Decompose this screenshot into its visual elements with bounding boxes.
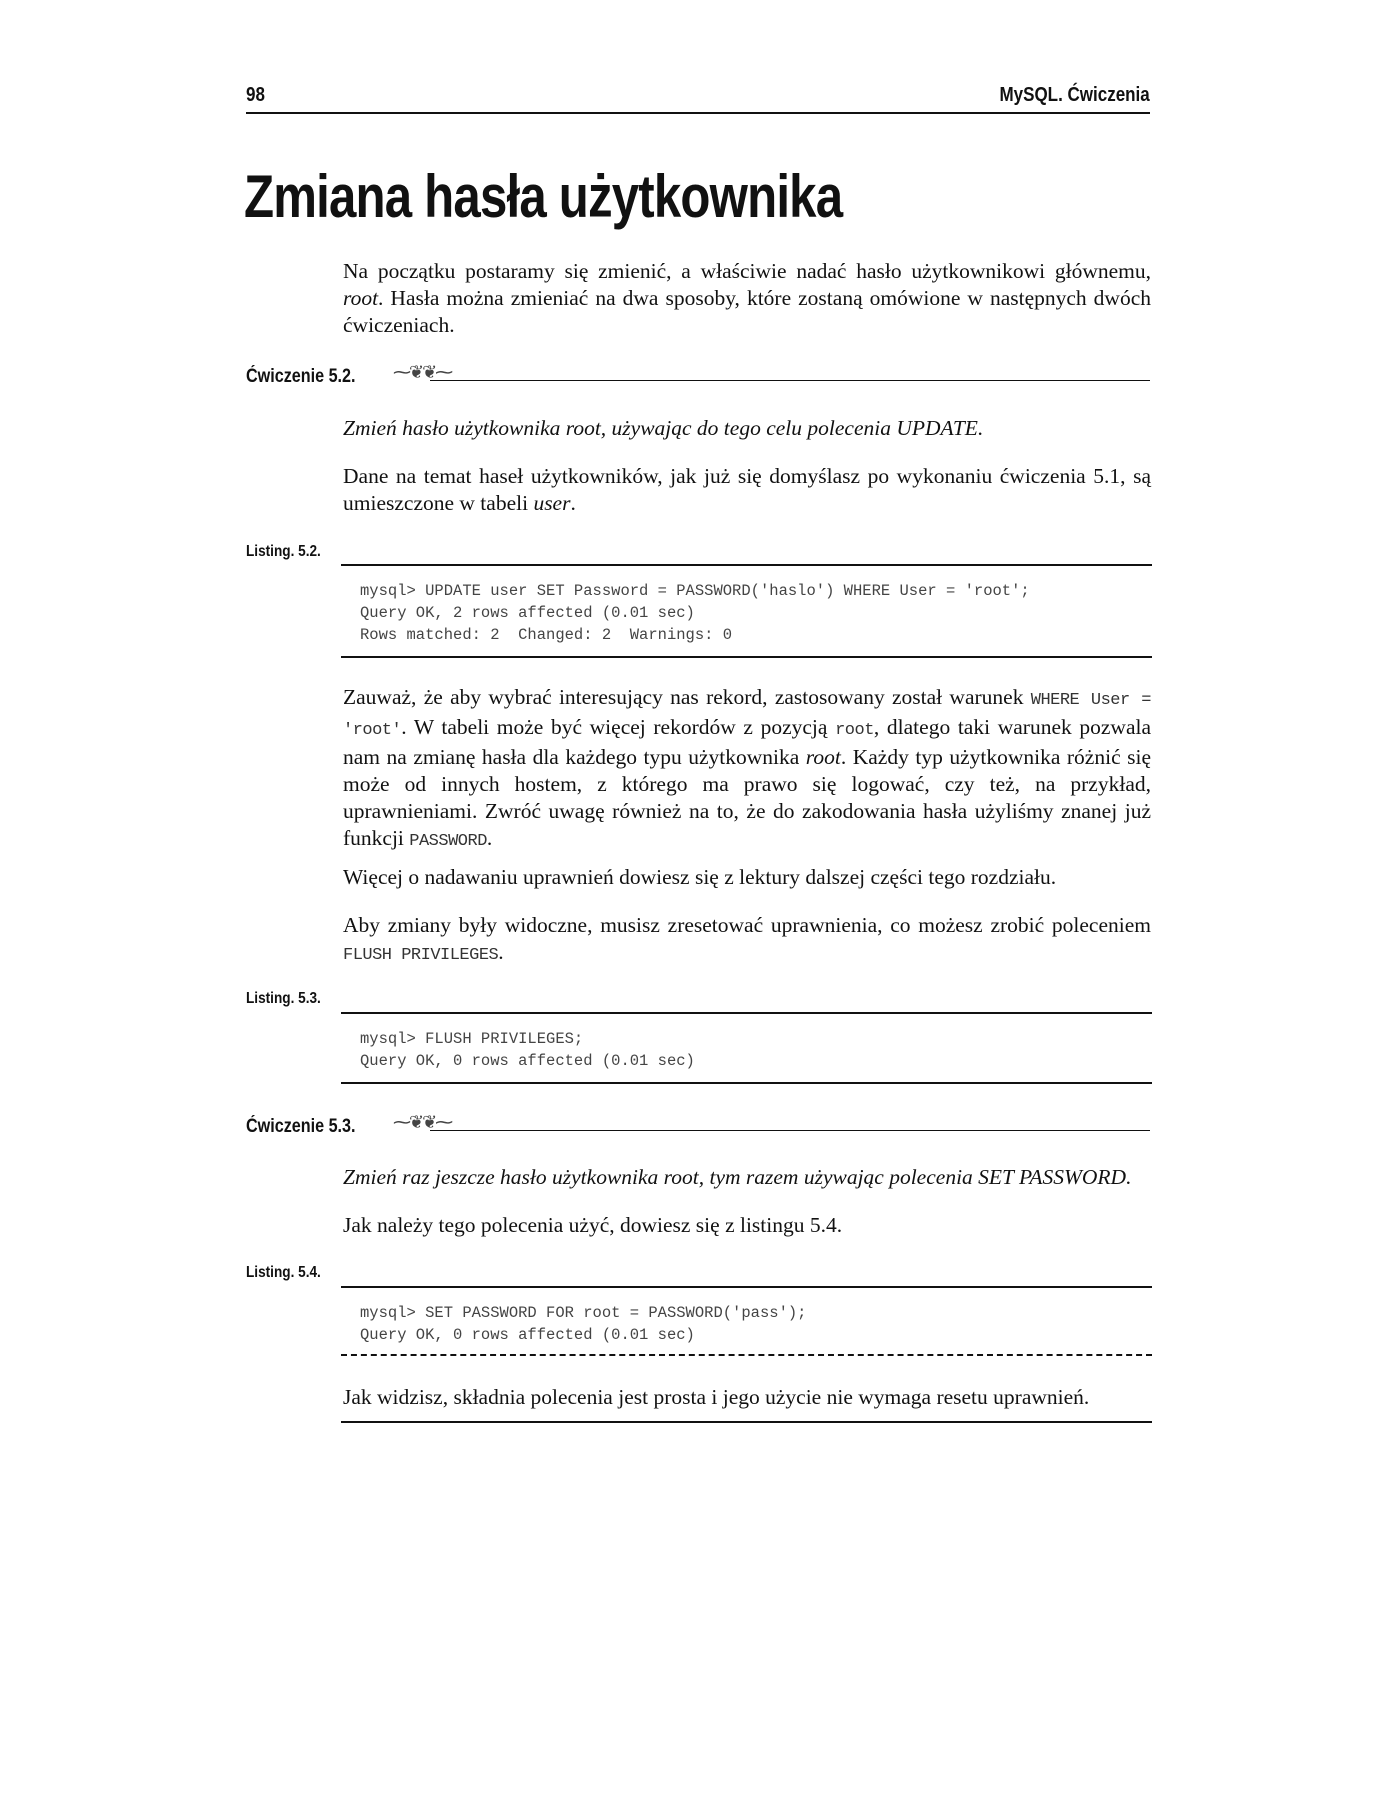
notice-text-1: Zauważ, że aby wybrać interesujący nas rekord, zastosowany został warunek bbox=[343, 685, 1031, 709]
notice-text-2: . W tabeli może być więcej rekordów z pozycją bbox=[401, 715, 836, 739]
listing-5-2-top-rule bbox=[341, 564, 1152, 566]
notice-code-root: root bbox=[835, 721, 874, 740]
exercise-5-2-text: Dane na temat haseł użytkowników, jak już się domyślasz po wykonaniu ćwiczenia 5.1, są umieszczone w tabeli bbox=[343, 464, 1151, 515]
notice-text-4: . Każdy typ użytkownika różnić się może od innych hostem, z którego ma prawo się logować, czy też, na przykład, uprawnieniami. Zwróć uwagę również na to, że do zakodowania hasła użyliśmy znanej już funkcji bbox=[343, 745, 1151, 850]
listing-5-2-label: Listing. 5.2. bbox=[246, 543, 321, 560]
exercise-5-2-rule bbox=[430, 380, 1150, 381]
code-line: Rows matched: 2 Changed: 2 Warnings: 0 bbox=[360, 626, 733, 644]
notice-text-5: . bbox=[486, 826, 493, 850]
intro-line3: ćwiczeniach. bbox=[343, 313, 455, 337]
flush-text: Aby zmiany były widoczne, musisz zresetować uprawnienia, co możesz zrobić poleceniem bbox=[343, 913, 1151, 937]
listing-5-4-top-rule bbox=[341, 1286, 1152, 1288]
listing-5-4-code bbox=[360, 1302, 806, 1346]
exercise-5-2-title: Ćwiczenie 5.2. bbox=[246, 366, 356, 387]
exercise-5-3-title: Ćwiczenie 5.3. bbox=[246, 1116, 356, 1137]
notice-root: root bbox=[805, 745, 841, 769]
notice-paragraph bbox=[343, 684, 1151, 855]
listing-5-2-bottom-rule bbox=[341, 656, 1152, 658]
flush-code: FLUSH PRIVILEGES bbox=[343, 946, 499, 965]
listing-5-4-label: Listing. 5.4. bbox=[246, 1264, 321, 1281]
listing-5-3-top-rule bbox=[341, 1012, 1152, 1014]
intro-root: root bbox=[343, 286, 379, 310]
flush-paragraph bbox=[343, 912, 1151, 969]
intro-line2: . Hasła można zmieniać na dwa sposoby, które zostaną omówione w następnych dwóch bbox=[378, 286, 1151, 310]
exercise-5-3-label bbox=[246, 1116, 356, 1138]
running-title: MySQL. Ćwiczenia bbox=[999, 84, 1150, 106]
exercise-5-2-label bbox=[246, 366, 356, 388]
exercise-5-3-paragraph: Jak należy tego polecenia użyć, dowiesz się z listingu 5.4. bbox=[343, 1213, 843, 1237]
listing-5-2-code bbox=[360, 580, 1030, 646]
flourish-icon: ⁓❦❦⁓ bbox=[393, 1112, 452, 1132]
exercise-5-2-end: . bbox=[570, 491, 576, 515]
intro-paragraph bbox=[343, 258, 1151, 339]
final-paragraph: Jak widzisz, składnia polecenia jest prosta i jego użycie nie wymaga resetu uprawnień. bbox=[343, 1385, 1090, 1409]
listing-5-3-label: Listing. 5.3. bbox=[246, 990, 321, 1007]
exercise-5-2-user: user bbox=[533, 491, 571, 515]
code-line: Query OK, 0 rows affected (0.01 sec) bbox=[360, 1326, 695, 1344]
listing-5-3-code bbox=[360, 1028, 695, 1072]
more-paragraph: Więcej o nadawaniu uprawnień dowiesz się z lektury dalszej części tego rozdziału. bbox=[343, 865, 1057, 889]
flush-end: . bbox=[498, 940, 504, 964]
flourish-icon: ⁓❦❦⁓ bbox=[393, 362, 452, 382]
code-line: mysql> SET PASSWORD FOR root = PASSWORD('pass'); bbox=[360, 1304, 807, 1322]
page-header bbox=[246, 82, 1150, 114]
exercise-5-3-rule bbox=[430, 1130, 1150, 1131]
listing-5-4-bottom-rule bbox=[341, 1354, 1152, 1356]
final-rule bbox=[341, 1421, 1152, 1423]
chapter-title: Zmiana hasła użytkownika bbox=[244, 163, 843, 230]
notice-text-3: , dlatego taki warunek pozwala nam na zmianę hasła dla każdego typu użytkownika bbox=[343, 715, 1152, 769]
intro-line1: Na początku postaramy się zmienić, a właściwie nadać hasło użytkownikowi głównemu, bbox=[343, 259, 1151, 283]
code-line: Query OK, 2 rows affected (0.01 sec) bbox=[360, 604, 695, 622]
exercise-5-3-task: Zmień raz jeszcze hasło użytkownika root, tym razem używając polecenia SET PASSWORD. bbox=[343, 1165, 1132, 1189]
code-line: Query OK, 0 rows affected (0.01 sec) bbox=[360, 1052, 695, 1070]
exercise-5-2-task: Zmień hasło użytkownika root, używając do tego celu polecenia UPDATE. bbox=[343, 416, 984, 440]
code-line: mysql> FLUSH PRIVILEGES; bbox=[360, 1030, 584, 1048]
notice-code-where: WHERE User = 'root' bbox=[343, 691, 1151, 740]
exercise-5-2-paragraph bbox=[343, 463, 1151, 517]
page-number: 98 bbox=[246, 84, 265, 106]
code-line: mysql> UPDATE user SET Password = PASSWORD('haslo') WHERE User = 'root'; bbox=[360, 582, 1030, 600]
notice-code-password: PASSWORD bbox=[409, 832, 487, 851]
listing-5-3-bottom-rule bbox=[341, 1082, 1152, 1084]
